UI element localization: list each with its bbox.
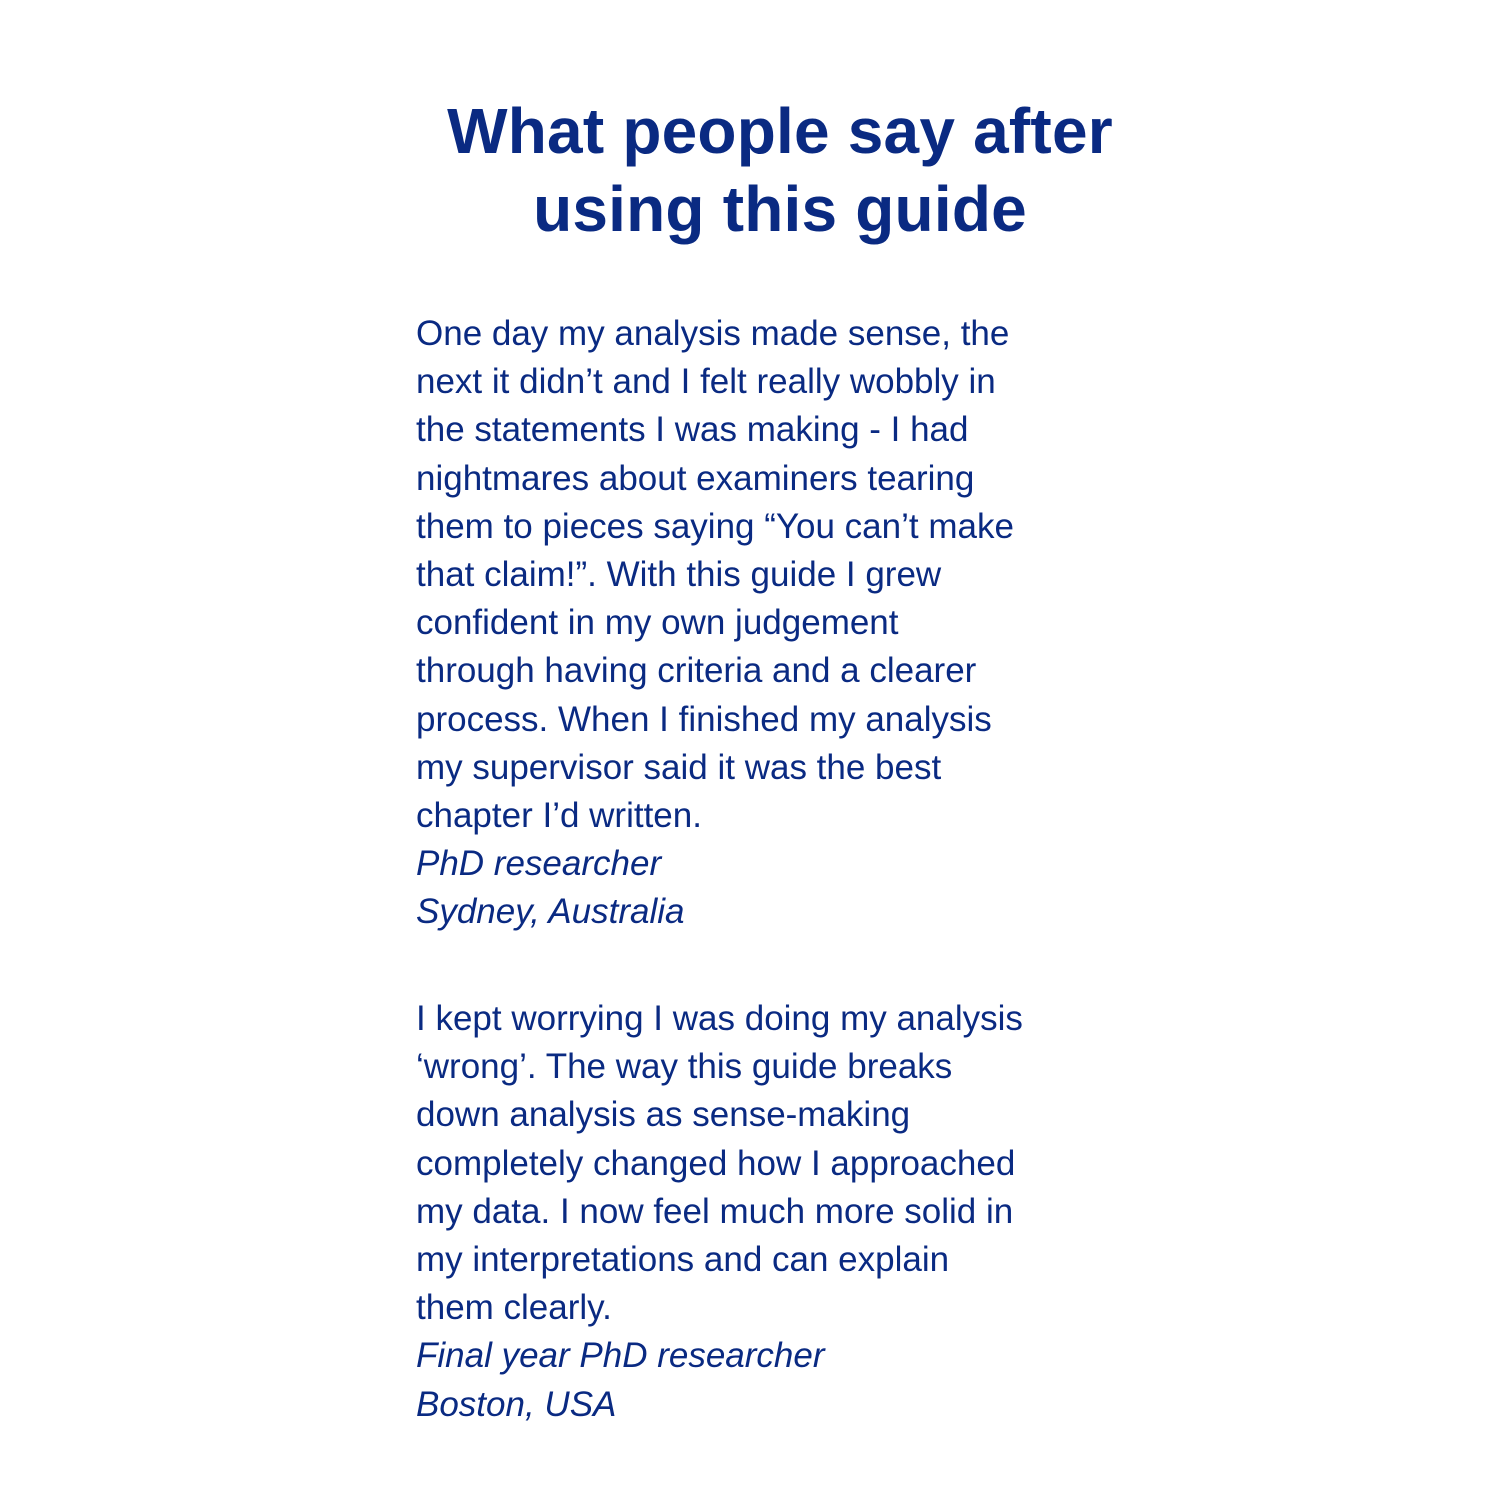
quote-line: my data. I now feel much more solid in	[416, 1191, 1014, 1231]
testimonial-author-role: Final year PhD researcher	[416, 1336, 825, 1376]
quote-line: I kept worrying I was doing my analysis	[416, 999, 1023, 1038]
testimonial-quote	[416, 310, 1136, 840]
page-title	[250, 92, 1310, 248]
quote-line: them clearly.	[416, 1288, 612, 1328]
page-title-line-1: What people say after	[447, 95, 1113, 167]
testimonial-author-location: Boston, USA	[416, 1384, 617, 1424]
quote-line: confident in my own judgement	[416, 603, 899, 643]
quote-line: down analysis as sense-making	[416, 1095, 911, 1135]
quote-line: them to pieces saying “You can’t make	[416, 506, 1014, 546]
quote-line: ‘wrong’. The way this guide breaks	[416, 1047, 953, 1087]
quote-line: nightmares about examiners tearing	[416, 458, 975, 498]
quote-line: process. When I finished my analysis	[416, 699, 992, 739]
quote-line: through having criteria and a clearer	[416, 651, 977, 691]
testimonial-author-role: PhD researcher	[416, 844, 662, 884]
testimonial-quote	[416, 995, 1136, 1332]
quote-line: my supervisor said it was the best	[416, 747, 942, 787]
page-title-line-2: using this guide	[533, 173, 1027, 245]
quote-line: that claim!”. With this guide I grew	[416, 555, 942, 595]
testimonial-2	[416, 995, 1136, 1429]
testimonial-1	[416, 310, 1136, 937]
quote-line: my interpretations and can explain	[416, 1240, 950, 1280]
testimonial-author-location: Sydney, Australia	[416, 892, 685, 932]
quote-line: next it didn’t and I felt really wobbly in	[416, 362, 996, 402]
quote-line: the statements I was making - I had	[416, 410, 969, 450]
quote-line: completely changed how I approached	[416, 1143, 1016, 1183]
quote-line: chapter I’d written.	[416, 796, 702, 836]
quote-line: One day my analysis made sense, the	[416, 314, 1010, 353]
